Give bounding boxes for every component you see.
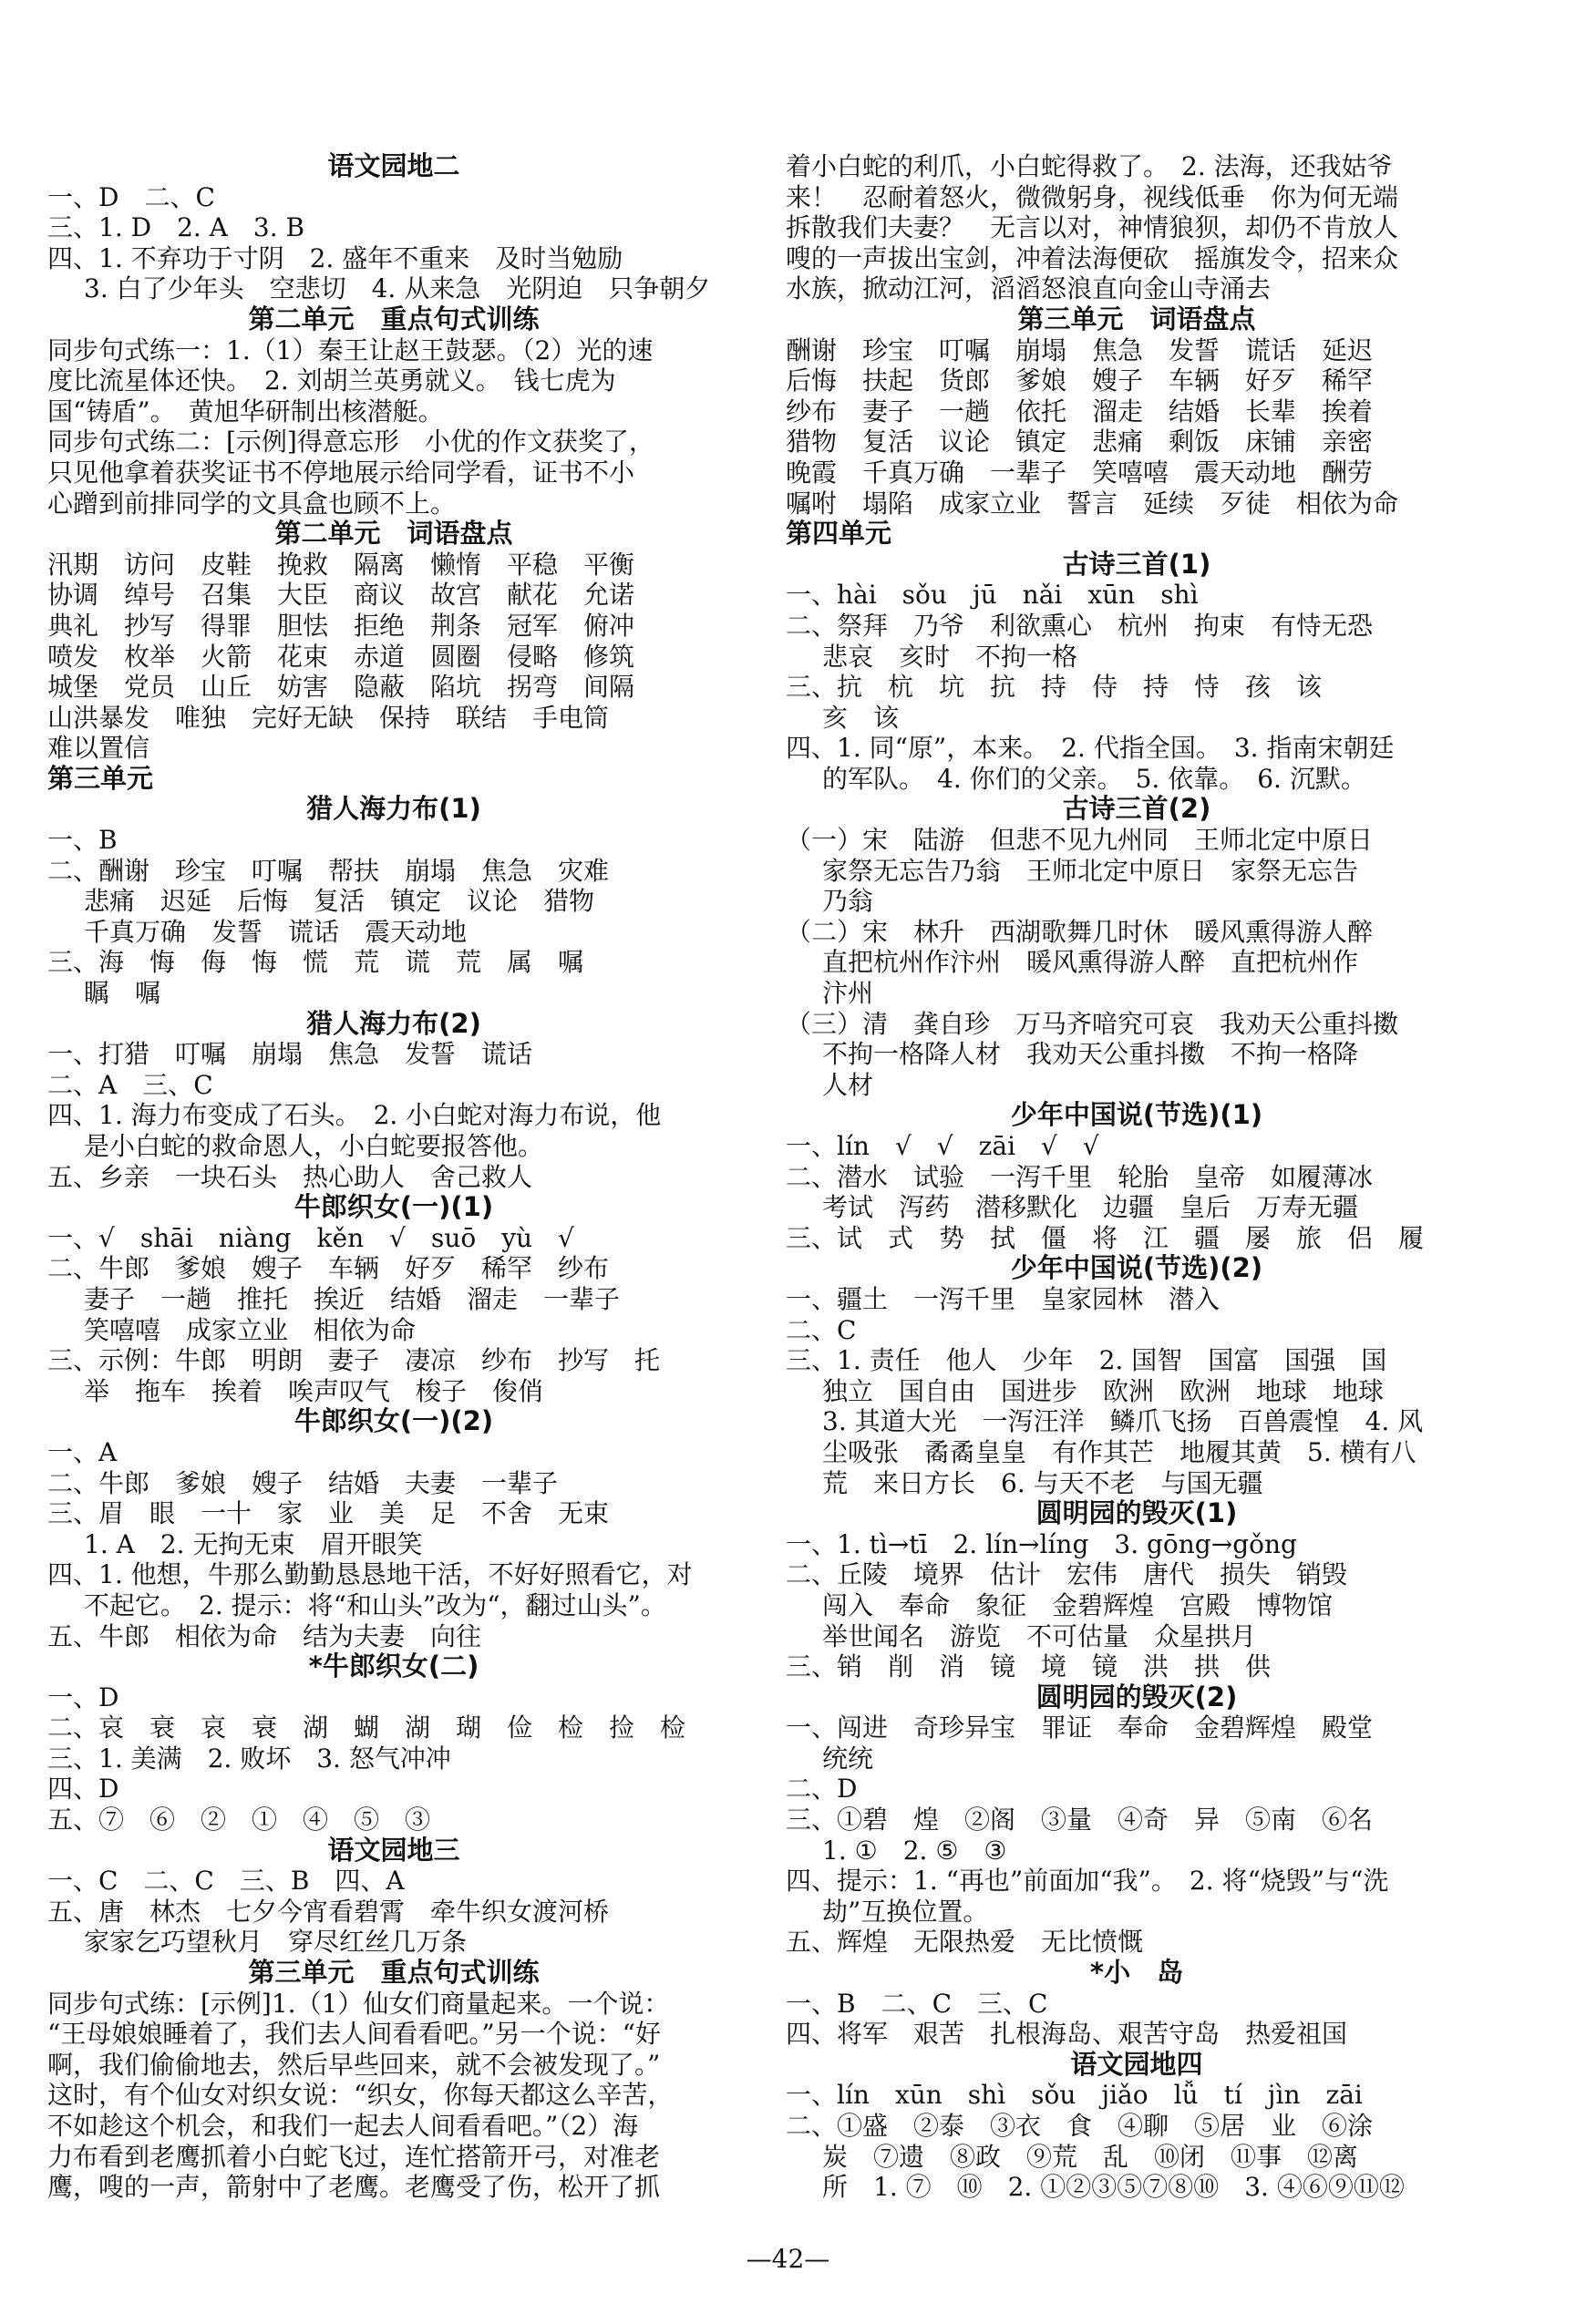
answer-line: 家家乞巧望秋月 穿尽红丝几万条 <box>84 1927 468 1958</box>
answer-line: 汛期 访问 皮鞋 挽救 隔离 懒惰 平稳 平衡 <box>47 549 635 580</box>
answer-line: 1. ① 2. ⑤ ③ <box>822 1835 1007 1866</box>
section-title: 第三单元 词语盘点 <box>1017 303 1256 334</box>
section-title: 语文园地三 <box>327 1834 460 1866</box>
answer-line: 啊，我们偷偷地去，然后早些回来，就不会被发现了。” <box>47 2049 661 2080</box>
section-title: 少年中国说(节选)(1) <box>1010 1099 1263 1131</box>
answer-line: 的军队。 4. 你们的父亲。 5. 依靠。 6. 沉默。 <box>822 763 1366 794</box>
answer-line: 四、D <box>47 1774 119 1805</box>
page-number: —42— <box>746 2244 830 2274</box>
answer-line: 所 1. ⑦ ⑩ 2. ①②③⑤⑦⑧⑩ 3. ④⑥⑨⑪⑫ <box>822 2172 1405 2203</box>
answer-line: 妻子 一趟 推托 挨近 结婚 溜走 一辈子 <box>84 1283 621 1314</box>
answer-line: 二、C <box>786 1314 857 1345</box>
answer-line: 一、打猎 叮嘱 崩塌 焦急 发誓 谎话 <box>47 1039 533 1070</box>
answer-line: 后悔 扶起 货郎 爹娘 嫂子 车辆 好歹 稀罕 <box>786 365 1374 396</box>
section-title: 少年中国说(节选)(2) <box>1010 1252 1263 1284</box>
answer-line: 亥 该 <box>822 702 900 733</box>
answer-line: 不如趁这个机会，和我们一起去人间看看吧。”（2）海 <box>47 2111 639 2141</box>
answer-line: 晚霞 千真万确 一辈子 笑嘻嘻 震天动地 酬劳 <box>786 457 1374 488</box>
answer-line: 四、提示：1. “再也”前面加“我”。 2. 将“烧毁”与“洗 <box>786 1866 1389 1897</box>
section-title: 语文园地四 <box>1070 2048 1203 2080</box>
section-title: 语文园地二 <box>327 150 460 181</box>
answer-line: 举世闻名 游览 不可估量 众星拱月 <box>822 1620 1257 1651</box>
answer-line: 二、牛郎 爹娘 嫂子 结婚 夫妻 一辈子 <box>47 1467 559 1498</box>
answer-line: 同步句式练：[示例]1.（1）仙女们商量起来。一个说： <box>47 1988 670 2019</box>
answer-line: 来！ 忍耐着怒火，微微躬身，视线低垂 你为何无端 <box>786 181 1399 212</box>
answer-line: 山洪暴发 唯独 完好无缺 保持 联结 手电筒 <box>47 702 610 733</box>
section-title: 猎人海力布(2) <box>306 1007 481 1039</box>
answer-line: 三、1. D 2. A 3. B <box>47 212 305 243</box>
answer-line: 3. 其道大光 一泻汪洋 鳞爪飞扬 百兽震惶 4. 风 <box>822 1406 1424 1437</box>
answer-line: 一、B 二、C 三、C <box>786 1988 1048 2019</box>
answer-line: 三、1. 美满 2. 败坏 3. 怒气冲冲 <box>47 1743 451 1774</box>
right-column <box>786 151 1488 2203</box>
answer-line: 四、1. 他想，牛那么勤勤恳恳地干活，不好好照看它，对 <box>47 1559 693 1590</box>
answer-line: 瞩 嘱 <box>84 978 161 1009</box>
section-title: 第二单元 词语盘点 <box>274 518 513 550</box>
answer-line: 四、1. 同“原”，本来。 2. 代指全国。 3. 指南宋朝廷 <box>786 733 1395 764</box>
answer-line: 这时，有个仙女对织女说：“织女，你每天都这么辛苦， <box>47 2080 674 2111</box>
answer-line: 独立 国自由 国进步 欧洲 欧洲 地球 地球 <box>822 1375 1385 1406</box>
answer-line: 一、√ shāi niàng kěn √ suō yù √ <box>47 1222 574 1253</box>
answer-line: 典礼 抄写 得罪 胆怯 拒绝 荆条 冠军 俯冲 <box>47 610 635 641</box>
answer-line: 四、1. 不弃功于寸阴 2. 盛年不重来 及时当勉励 <box>47 242 623 273</box>
answer-line: 不起它。 2. 提示：将“和山头”改为“，翻过山头”。 <box>84 1589 666 1620</box>
answer-line: 二、潜水 试验 一泻千里 轮胎 皇帝 如履薄冰 <box>786 1161 1374 1192</box>
answer-line: 二、①盛 ②泰 ③衣 食 ④聊 ⑤居 业 ⑥涂 <box>786 2111 1374 2141</box>
answer-line: 笑嘻嘻 成家立业 相依为命 <box>84 1314 417 1345</box>
answer-line: 闯入 奉命 象征 金碧辉煌 宫殿 博物馆 <box>822 1589 1334 1620</box>
answer-line: 嘱咐 塌陷 成家立业 誓言 延续 歹徒 相依为命 <box>786 488 1399 519</box>
section-title: 牛郎织女(一)(1) <box>294 1191 494 1223</box>
answer-line: 三、1. 责任 他人 少年 2. 国智 国富 国强 国 <box>786 1345 1387 1376</box>
answer-line: 喷发 枚举 火箭 花束 赤道 圆圈 侵略 修筑 <box>47 641 635 672</box>
answer-line: 三、销 削 消 镜 境 镜 洪 拱 供 <box>786 1651 1272 1682</box>
answer-line: （一）宋 陆游 但悲不见九州同 王师北定中原日 <box>786 825 1374 856</box>
answer-line: （三）清 龚自珍 万马齐喑究可哀 我劝天公重抖擞 <box>786 1008 1399 1039</box>
answer-line: 心蹭到前排同学的文具盒也顾不上。 <box>47 488 457 519</box>
answer-line: （二）宋 林升 西湖歌舞几时休 暖风熏得游人醉 <box>786 916 1374 947</box>
answer-line: 酬谢 珍宝 叮嘱 崩塌 焦急 发誓 谎话 延迟 <box>786 334 1374 365</box>
answer-line: 一、lín xūn shì sǒu jiǎo lǚ tí jìn zāi <box>786 2080 1363 2111</box>
answer-line: 力布看到老鹰抓着小白蛇飞过，连忙搭箭开弓，对准老 <box>47 2141 661 2172</box>
section-title: 第二单元 重点句式训练 <box>248 303 540 334</box>
answer-line: 四、1. 海力布变成了石头。 2. 小白蛇对海力布说，他 <box>47 1100 662 1131</box>
answer-line: 拆散我们夫妻？ 无言以对，神情狼狈，却仍不肯放人 <box>786 212 1399 243</box>
answer-line: 一、疆土 一泻千里 皇家园林 潜入 <box>786 1283 1221 1314</box>
answer-line: 1. A 2. 无拘无束 眉开眼笑 <box>84 1528 423 1559</box>
answer-line: 一、A <box>47 1436 118 1467</box>
answer-line: 举 拖车 挨着 唉声叹气 梭子 俊俏 <box>84 1375 544 1406</box>
answer-line: 一、C 二、C 三、B 四、A <box>47 1866 405 1897</box>
answer-line: 家祭无忘告乃翁 王师北定中原日 家祭无忘告 <box>822 855 1359 886</box>
answer-line: 二、祭拜 乃爷 利欲熏心 杭州 拘束 有恃无恐 <box>786 610 1374 641</box>
answer-line: 五、乡亲 一块石头 热心助人 舍己救人 <box>47 1161 533 1192</box>
answer-line: 五、牛郎 相依为命 结为夫妻 向往 <box>47 1620 482 1651</box>
section-title: 古诗三首(1) <box>1062 548 1211 580</box>
answer-line: 水族，掀动江河，滔滔怒浪直向金山寺涌去 <box>786 273 1272 304</box>
answer-line: 悲哀 亥时 不拘一格 <box>822 641 1078 672</box>
answer-line: 同步句式练一：1.（1）秦王让赵王鼓瑟。（2）光的速 <box>47 334 654 365</box>
answer-line: 二、酬谢 珍宝 叮嘱 帮扶 崩塌 焦急 灾难 <box>47 855 610 886</box>
answer-line: 汴州 <box>822 978 874 1009</box>
section-title: 猎人海力布(1) <box>306 793 481 825</box>
answer-line: 劫”互换位置。 <box>822 1896 989 1927</box>
answer-line: 二、D <box>786 1774 858 1805</box>
section-title: 第三单元 重点句式训练 <box>248 1957 540 1989</box>
answer-line: 三、抗 杭 坑 抗 持 侍 持 恃 孩 该 <box>786 672 1323 703</box>
section-title: 牛郎织女(一)(2) <box>294 1405 494 1437</box>
answer-line: 城堡 党员 山丘 妨害 隐蔽 陷坑 拐弯 间隔 <box>47 672 635 703</box>
answer-line: 二、牛郎 爹娘 嫂子 车辆 好歹 稀罕 纱布 <box>47 1253 610 1284</box>
answer-line: 三、①碧 煌 ②阁 ③量 ④奇 异 ⑤南 ⑥名 <box>786 1805 1374 1836</box>
answer-line: 着小白蛇的利爪，小白蛇得救了。 2. 法海，还我姑爷 <box>786 151 1393 181</box>
answer-line: 二、哀 衰 哀 衰 湖 蝴 湖 瑚 俭 检 捡 检 <box>47 1712 686 1743</box>
answer-line: 猎物 复活 议论 镇定 悲痛 剩饭 床铺 亲密 <box>786 427 1374 458</box>
answer-line: 三、海 悔 侮 悔 慌 荒 谎 荒 属 嘱 <box>47 947 584 978</box>
answer-line: 千真万确 发誓 谎话 震天动地 <box>84 916 468 947</box>
answer-line: 是小白蛇的救命恩人，小白蛇要报答他。 <box>84 1131 544 1161</box>
answer-line: 乃翁 <box>822 886 874 917</box>
section-title: 圆明园的毁灭(2) <box>1035 1681 1238 1712</box>
section-title: 古诗三首(2) <box>1062 793 1211 825</box>
answer-line: 一、闯进 奇珍异宝 罪证 奉命 金碧辉煌 殿堂 <box>786 1712 1374 1743</box>
answer-line: 三、示例：牛郎 明朗 妻子 凄凉 纱布 抄写 托 <box>47 1345 661 1376</box>
answer-line: 只见他拿着获奖证书不停地展示给同学看，证书不小 <box>47 457 635 488</box>
unit-heading: 第三单元 <box>47 762 154 794</box>
answer-line: 3. 白了少年头 空悲切 4. 从来急 光阴迫 只争朝夕 <box>84 273 711 304</box>
section-title: 圆明园的毁灭(1) <box>1035 1497 1238 1529</box>
answer-line: 同步句式练二：[示例]得意忘形 小优的作文获奖了， <box>47 427 654 458</box>
answer-line: “王母娘娘睡着了，我们去人间看看吧。”另一个说：“好 <box>47 2019 661 2050</box>
section-title: *牛郎织女(二) <box>308 1650 479 1682</box>
answer-line: 纱布 妻子 一趟 依托 溜走 结婚 长辈 挨着 <box>786 396 1374 427</box>
answer-line: 炭 ⑦遗 ⑧政 ⑨荒 乱 ⑩闭 ⑪事 ⑫离 <box>822 2141 1359 2172</box>
left-column <box>47 151 740 2203</box>
answer-line: 三、眉 眼 一十 家 业 美 足 不舍 无束 <box>47 1498 610 1529</box>
unit-heading: 第四单元 <box>786 518 892 550</box>
answer-line: 二、丘陵 境界 估计 宏伟 唐代 损失 销毁 <box>786 1559 1348 1590</box>
answer-line: 直把杭州作汴州 暖风熏得游人醉 直把杭州作 <box>822 947 1359 978</box>
answer-line: 一、1. tì→tī 2. lín→líng 3. gōng→gǒng <box>786 1528 1297 1559</box>
answer-line: 五、唐 林杰 七夕今宵看碧霄 牵牛织女渡河桥 <box>47 1896 610 1927</box>
answer-line: 四、将军 艰苦 扎根海岛、艰苦守岛 热爱祖国 <box>786 2019 1348 2050</box>
answer-line: 一、B <box>47 825 118 856</box>
answer-line: 五、⑦ ⑥ ② ① ④ ⑤ ③ <box>47 1805 431 1836</box>
answer-line: 国“铸盾”。 黄旭华研制出核潜艇。 <box>47 396 444 427</box>
answer-line: 鹰，嗖的一声，箭射中了老鹰。老鹰受了伤，松开了抓 <box>47 2172 661 2203</box>
answer-line: 悲痛 迟延 后悔 复活 镇定 议论 猎物 <box>84 886 595 917</box>
answer-line: 一、D 二、C <box>47 181 215 212</box>
answer-line: 三、试 式 势 拭 僵 将 江 疆 屡 旅 侣 履 <box>786 1222 1425 1253</box>
answer-line: 荒 来日方长 6. 与天不老 与国无疆 <box>822 1467 1263 1498</box>
answer-line: 统统 <box>822 1743 874 1774</box>
answer-line: 一、lín √ √ zāi √ √ <box>786 1131 1099 1161</box>
answer-line: 五、辉煌 无限热爱 无比愤慨 <box>786 1927 1144 1958</box>
answer-line: 嗖的一声拔出宝剑，冲着法海便砍 摇旗发令，招来众 <box>786 242 1399 273</box>
answer-line: 二、A 三、C <box>47 1069 213 1100</box>
answer-line: 不拘一格降人材 我劝天公重抖擞 不拘一格降 <box>822 1039 1359 1070</box>
answer-line: 一、D <box>47 1681 119 1712</box>
answer-line: 度比流星体还快。 2. 刘胡兰英勇就义。 钱七虎为 <box>47 365 616 396</box>
answer-line: 人材 <box>822 1069 874 1100</box>
section-title: *小 岛 <box>1089 1957 1184 1989</box>
answer-line: 考试 泻药 潜移默化 边疆 皇后 万寿无疆 <box>822 1192 1359 1223</box>
answer-line: 协调 绰号 召集 大臣 商议 故宫 献花 允诺 <box>47 580 635 611</box>
answer-line: 一、hài sǒu jū nǎi xūn shì <box>786 580 1199 611</box>
answer-line: 尘吸张 矞矞皇皇 有作其芒 地履其黄 5. 横有八 <box>822 1436 1416 1467</box>
answer-line: 难以置信 <box>47 733 150 764</box>
